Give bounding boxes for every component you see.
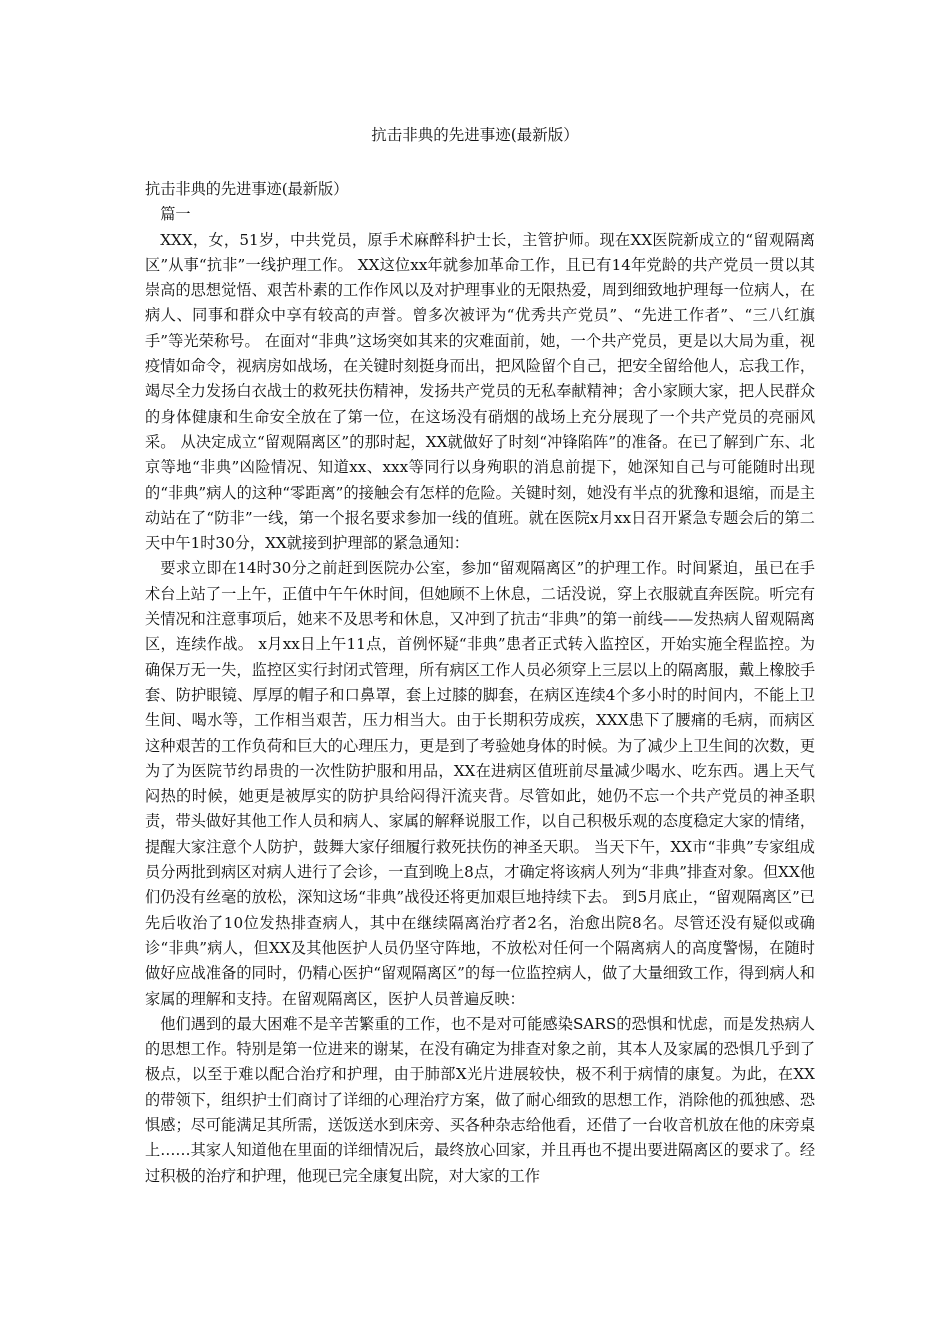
paragraph-3: 他们遇到的最大困难不是辛苦繁重的工作，也不是对可能感染SARS的恐惧和忧虑，而是发热病人的思想工作。特别是第一位进来的谢某，在没有确定为排查对象之前，其本人及家属的恐惧几乎到了极点，以至于难以配合治疗和护理，由于肺部X光片进展较快，极不利于病情的康复。为此，在XX的带领下，组织护士们商讨了详细的心理治疗方案，做了耐心细致的思想工作，消除他的孤独感、恐惧感；尽可能满足其所需，送饭送水到床旁、买各种杂志给他看，还借了一台收音机放在他的床旁桌上……其家人知道他在里面的详细情况后，最终放心回家，并且再也不提出要进隔离区的要求了。经过积极的治疗和护理，他现已完全康复出院，对大家的工作: [145, 1014, 815, 1185]
paragraph-2: 要求立即在14时30分之前赶到医院办公室，参加“留观隔离区”的护理工作。时间紧迫，虽已在手术台上站了一上午，正值中午午休时间，但她顾不上休息，二话没说，穿上衣服就直奔医院。听完有关情况和注意事项后，她来不及思考和休息，又冲到了抗击“非典”的第一前线——发热病人留观隔离区，连续作战。 x月xx日上午11点，首例怀疑“非典”患者正式转入监控区，开始实施全程监控。为确保万无一失，监控区实行封闭式管理，所有病区工作人员必须穿上三层以上的隔离服，戴上橡胶手套、防护眼镜、厚厚的帽子和口鼻罩，套上过膝的脚套，在病区连续4个多小时的时间内，不能上卫生间、喝水等，工作相当艰苦，压力相当大。由于长期积劳成疾，XXX患下了腰痛的毛病，而病区这种艰苦的工作负荷和巨大的心理压力，更是到了考验她身体的时候。为了减少上卫生间的次数，更为了为医院节约昂贵的一次性防护服和用品，XX在进病区值班前尽量减少喝水、吃东西。遇上天气闷热的时候，她更是被厚实的防护具给闷得汗流夹背。尽管如此，她仍不忘一个共产党员的神圣职责，带头做好其他工作人员和病人、家属的解释说服工作，以自己积极乐观的态度稳定大家的情绪，提醒大家注意个人防护，鼓舞大家仔细履行救死扶伤的神圣天职。 当天下午，XX市“非典”专家组成员分两批到病区对病人进行了会诊，一直到晚上8点，才确定将该病人列为“非典”排查对象。但XX他们仍没有丝毫的放松，深知这场“非典”战役还将更加艰巨地持续下去。 到5月底止，“留观隔离区”已先后收治了10位发热排查病人，其中在继续隔离治疗者2名，治愈出院8名。尽管还没有疑似或确诊“非典”病人，但XX及其他医护人员仍坚守阵地，不放松对任何一个隔离病人的高度警惕，在随时做好应战准备的同时，仍精心医护“留观隔离区”的每一位监控病人，做了大量细致工作，得到病人和家属的理解和支持。在留观隔离区，医护人员普遍反映：: [145, 559, 815, 1008]
document-title: 抗击非典的先进事迹(最新版）: [371, 126, 579, 144]
document-body: [145, 177, 815, 1189]
document-subtitle: 抗击非典的先进事迹(最新版）: [145, 180, 349, 198]
paragraph-1: XXX，女，51岁，中共党员，原手术麻醉科护士长，主管护师。现在XX医院新成立的“留观隔离区”从事“抗非”一线护理工作。 XX这位xx年就参加革命工作，且已有14年党龄的共产党员一贯以其崇高的思想觉悟、艰苦朴素的工作作风以及对护理事业的无限热爱，周到细致地护理每一位病人，在病人、同事和群众中享有较高的声誉。曾多次被评为“优秀共产党员”、“先进工作者”、“三八红旗手”等光荣称号。 在面对“非典”这场突如其来的灾难面前，她，一个共产党员，更是以大局为重，视疫情如命令，视病房如战场，在关键时刻挺身而出，把风险留个自己，把安全留给他人，忘我工作，竭尽全力发扬白衣战士的救死扶伤精神，发扬共产党员的无私奉献精神；舍小家顾大家，把人民群众的身体健康和生命安全放在了第一位，在这场没有硝烟的战场上充分展现了一个共产党员的亮丽风采。 从决定成立“留观隔离区”的那时起，XX就做好了时刻“冲锋陷阵”的准备。在已了解到广东、北京等地“非典”凶险情况、知道xx、xxx等同行以身殉职的消息前提下，她深知自己与可能随时出现的“非典”病人的这种“零距离”的接触会有怎样的危险。关键时刻，她没有半点的犹豫和退缩，而是主动站在了“防非”一线，第一个报名要求参加一线的值班。就在医院x月xx日召开紧急专题会后的第二天中午1时30分，XX就接到护理部的紧急通知：: [145, 230, 815, 553]
section-label: 篇一: [160, 205, 191, 224]
